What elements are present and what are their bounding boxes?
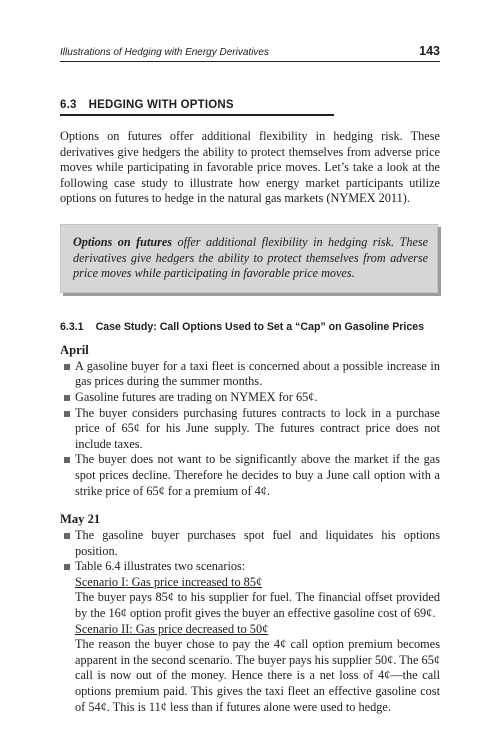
- book-page: [60, 44, 440, 715]
- scenario-1-title: Scenario I: Gas price increased to 85¢: [75, 574, 263, 589]
- may-bullet-list: [60, 528, 440, 715]
- square-bullet-icon: [64, 395, 70, 401]
- subsection-heading: [60, 320, 440, 334]
- section-heading: [60, 99, 334, 116]
- scenario-2-title: Scenario II: Gas price decreased to 50¢: [75, 621, 269, 636]
- intro-paragraph: Options on futures offer additional flexibility in hedging risk. These derivatives give hedgers the ability to protect themselves from adverse price moves while participating in favorable price moves. Let’s take a look at the following case study to illustrate how energy market participants utilize options on futures to hedge in the natural gas markets (NYMEX 2011).: [60, 129, 440, 206]
- section-title: HEDGING WITH OPTIONS: [88, 99, 234, 111]
- page-number: 143: [419, 44, 440, 58]
- callout-bold-lead: Options on futures: [73, 234, 173, 249]
- list-item: A gasoline buyer for a taxi fleet is concerned about a possible increase in gas prices during the summer months.: [60, 359, 440, 390]
- square-bullet-icon: [64, 564, 70, 570]
- square-bullet-icon: [64, 533, 70, 539]
- april-heading: April: [60, 342, 89, 357]
- subsection-number: 6.3.1: [60, 320, 84, 333]
- scenarios-intro: Table 6.4 illustrates two scenarios:: [75, 559, 246, 574]
- section-number: 6.3: [60, 99, 77, 111]
- list-item: The gasoline buyer purchases spot fuel and liquidates his options position.: [60, 528, 440, 559]
- list-item: Gasoline futures are trading on NYMEX for 65¢.: [60, 390, 440, 406]
- list-item: The buyer considers purchasing futures contracts to lock in a purchase price of 65¢ for his June supply. The futures contract price does not include taxes.: [60, 406, 440, 453]
- callout-box: [60, 224, 438, 293]
- square-bullet-icon: [64, 411, 70, 417]
- list-item: The buyer does not want to be significantly above the market if the gas spot prices decline. Therefore he decides to buy a June call option with a strike price of 65¢ for a premium of 4¢.: [60, 452, 440, 499]
- running-title: Illustrations of Hedging with Energy Derivatives: [60, 47, 269, 58]
- scenario-1-text: The buyer pays 85¢ to his supplier for fuel. The financial offset provided by the 16¢ option profit gives the buyer an effective gasoline cost of 69¢.: [75, 590, 440, 621]
- subsection-title: Case Study: Call Options Used to Set a “Cap” on Gasoline Prices: [95, 320, 425, 333]
- scenarios-block: [75, 559, 440, 715]
- square-bullet-icon: [64, 364, 70, 370]
- running-header: [60, 44, 440, 62]
- scenario-2-text: The reason the buyer chose to pay the 4¢ call option premium becomes apparent in the second scenario. The buyer pays his supplier 50¢. The 65¢ call is now out of the money. Hence there is a net loss of 4¢—the call options premium paid. This gives the taxi fleet an effective gasoline cost of 54¢. This is 11¢ less than if futures alone were used to hedge.: [75, 637, 440, 714]
- april-bullet-list: [60, 359, 440, 499]
- callout-text: offer additional flexibility in hedging risk. These derivatives give hedgers the ability to protect themselves from adverse price moves while participating in favorable price moves.: [73, 234, 429, 281]
- list-item: [60, 559, 440, 715]
- square-bullet-icon: [64, 457, 70, 463]
- may-heading: May 21: [60, 512, 101, 527]
